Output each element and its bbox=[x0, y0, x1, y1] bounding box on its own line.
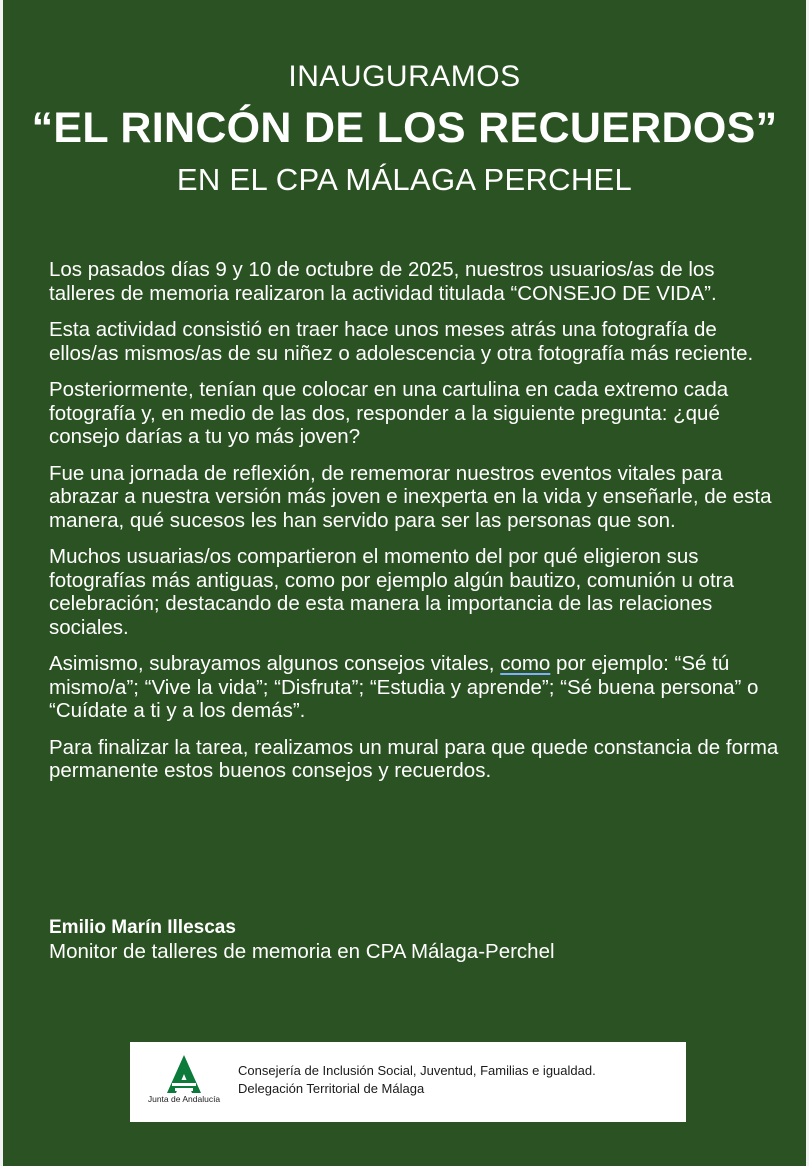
author-signature bbox=[49, 916, 555, 964]
author-role: Monitor de talleres de memoria en CPA Málaga-Perchel bbox=[49, 940, 555, 963]
author-name: Emilio Marín Illescas bbox=[49, 917, 236, 938]
paragraph-3: Posteriormente, tenían que colocar en una cartulina en cada extremo cada fotografía y, en medio de las dos, responder a la siguiente pregunta: ¿qué consejo darías a tu yo más joven? bbox=[49, 378, 729, 448]
paragraph-5: Muchos usuarias/os compartieron el momento del por qué eligieron sus fotografías más antiguas, como por ejemplo algún bautizo, comunión u otra celebración; destacando de esta manera la importancia de las relaciones sociales. bbox=[49, 545, 734, 639]
logo-caption: Junta de Andalucía bbox=[147, 1094, 221, 1104]
title-line-3: EN EL CPA MÁLAGA PERCHEL bbox=[176, 162, 633, 197]
footer-line-2: Delegación Territorial de Málaga bbox=[238, 1081, 425, 1096]
paragraph-6-end: por ejemplo: “Sé tú mismo/a”; “Vive la vida”; “Disfruta”; “Estudia y aprende”; “Sé buena persona” o “Cuídate a ti y a los demás”. bbox=[49, 652, 759, 722]
paragraph-4: Fue una jornada de reflexión, de rememorar nuestros eventos vitales para abrazar a nuestra versión más joven e inexperta en la vida y enseñarle, de esta manera, qué sucesos les han servido para ser las personas que son. bbox=[49, 461, 772, 532]
paragraph-1: Los pasados días 9 y 10 de octubre de 2025, nuestros usuarios/as de los talleres de memoria realizaron la actividad titulada “CONSEJO DE VIDA”. bbox=[49, 258, 717, 305]
paragraph-7: Para finalizar la tarea, realizamos un mural para que quede constancia de forma permanente estos buenos consejos y recuerdos. bbox=[49, 735, 779, 782]
junta-andalucia-logo-icon bbox=[146, 1052, 222, 1114]
underlined-word: como bbox=[500, 652, 551, 675]
footer-line-1: Consejería de Inclusión Social, Juventud, Familias e igualdad. bbox=[238, 1063, 596, 1078]
paragraph-2: Esta actividad consistió en traer hace unos meses atrás una fotografía de ellos/as mismos/as de su niñez o adolescencia y otra fotografía más reciente. bbox=[49, 318, 754, 365]
title-line-2: “EL RINCÓN DE LOS RECUERDOS” bbox=[31, 104, 778, 152]
footer-text bbox=[238, 1062, 596, 1098]
paragraph-6-start: Asimismo, subrayamos algunos consejos vitales, bbox=[49, 652, 501, 675]
article-body bbox=[49, 258, 779, 796]
title-line-1: INAUGURAMOS bbox=[288, 60, 521, 93]
institution-footer bbox=[130, 1042, 686, 1122]
paragraph-6 bbox=[49, 652, 779, 723]
